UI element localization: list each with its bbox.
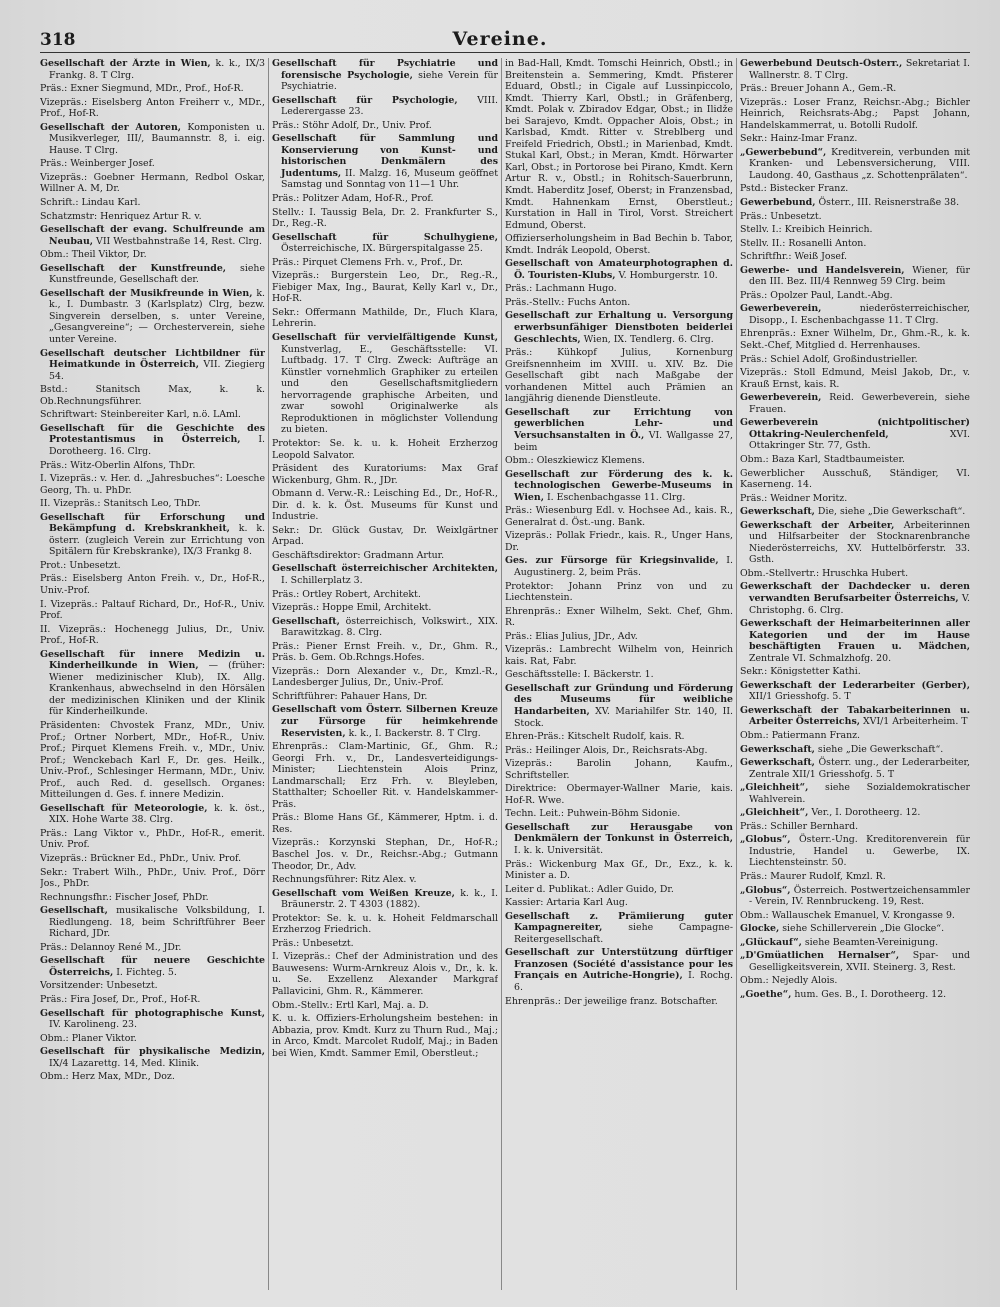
directory-entry: Vizepräs.: Burgerstein Leo, Dr., Reg.-R., Fiebiger Max, Ing., Baurat, Kelly Karl v., Dr., Hof-R. bbox=[272, 270, 498, 305]
directory-entry: Präs.: Opolzer Paul, Landt.-Abg. bbox=[740, 289, 893, 301]
directory-entry: Gesellschaft zur Förderung des k. k. technologischen Gewerbe-Museums in Wien, I. Eschenbachgasse 11. Clrg. bbox=[505, 468, 733, 503]
directory-entry: Präs.: Fira Josef, Dr., Prof., Hof-R. bbox=[40, 994, 201, 1006]
directory-entry: Präs.: Witz-Oberlin Alfons, ThDr. bbox=[40, 459, 196, 471]
directory-entry: Präs.: Unbesetzt. bbox=[272, 937, 354, 949]
directory-entry: Gesellschaft der Ärzte in Wien, k. k., IX/3 Frankg. 8. T Clrg. bbox=[40, 58, 265, 81]
directory-entry: Obm.-Stellvertr.: Hruschka Hubert. bbox=[740, 567, 909, 579]
directory-entry: Gewerkschaft, Die, siehe „Die Gewerkschaft“. bbox=[740, 506, 966, 518]
directory-entry: Präs.: Schiller Bernhard. bbox=[740, 820, 859, 832]
page-number: 318 bbox=[40, 30, 76, 50]
directory-entry: Sekr.: Offermann Mathilde, Dr., Fluch Klara, Lehrerin. bbox=[272, 306, 498, 330]
header-rule bbox=[40, 52, 970, 53]
directory-entry: Ehren-Präs.: Kitschelt Rudolf, kais. R. bbox=[505, 731, 685, 743]
directory-entry: Vizepräs.: Barolin Johann, Kaufm., Schriftsteller. bbox=[505, 758, 733, 781]
directory-entry: Präs.: Delannoy René M., JDr. bbox=[40, 941, 182, 953]
directory-entry: Präs.: Schiel Adolf, Großindustrieller. bbox=[740, 353, 918, 365]
directory-entry: Gewerbeverein (nichtpolitischer) Ottakring-Neulerchenfeld, XVI. Ottakringer Str. 77, Gsth. bbox=[740, 417, 970, 452]
directory-entry: Gesellschaft für Psychiatrie und forensische Psychologie, siehe Verein für Psychiatrie. bbox=[272, 58, 498, 93]
directory-entry: Vizepräs.: Hoppe Emil, Architekt. bbox=[272, 602, 432, 614]
column-divider bbox=[268, 58, 269, 1290]
directory-entry: Ehrenpräs.: Exner Wilhelm, Sekt. Chef, Ghm. R. bbox=[505, 605, 733, 629]
directory-entry: Stellv. I.: Kreibich Heinrich. bbox=[740, 224, 873, 236]
directory-entry: Präsidenten: Chvostek Franz, MDr., Univ. Prof.; Ortner Norbert, MDr., Hof-R., Univ. Prof.; Pirquet Klemens Freih. v., MDr., Univ. Prof.; Wenckebach Karl F., Dr. ges. Heilk., Univ.-Prof., Schlesinger Hermann, MDr., Univ. Prof., auch Red. d. gesellsch. Organes: Mitteilungen d. Ges. f. innere Medizin. bbox=[40, 719, 265, 801]
directory-entry: Rechnungsführer: Ritz Alex. v. bbox=[272, 874, 417, 886]
directory-entry: Gesellschaft für Erforschung und Bekämpfung d. Krebskrankheit, k. k. österr. (zugleich Verein zur Errichtung von Spitälern für Krebskranke), IX/3 Frankg 8. bbox=[40, 511, 265, 558]
directory-entry: I. Vizepräs.: Paltauf Richard, Dr., Hof-R., Univ. Prof. bbox=[40, 598, 265, 622]
directory-entry: Bstd.: Stanitsch Max, k. k. Ob.Rechnungsführer. bbox=[40, 384, 265, 407]
directory-entry: Gesellschaft österreichischer Architekten, I. Schillerplatz 3. bbox=[272, 563, 498, 586]
directory-entry: Gewerkschaft der Arbeiter, Arbeiterinnen und Hilfsarbeiter der Stocknarenbranche Niederösterreichs, XV. Huttelbörferstr. 33. Gsth. bbox=[740, 519, 970, 566]
directory-entry: Gesellschaft vom Österr. Silbernen Kreuze zur Fürsorge für heimkehrende Reservisten, k. k., I. Backerstr. 8. T Clrg. bbox=[272, 704, 498, 739]
directory-entry: Obm.: Theil Viktor, Dr. bbox=[40, 249, 147, 261]
directory-entry: Gewerbebund, Österr., III. Reisnerstraße 38. bbox=[740, 197, 960, 209]
directory-entry: Präs.: Wiesenburg Edl. v. Hochsee Ad., kais. R., Generalrat d. Öst.-ung. Bank. bbox=[505, 505, 733, 528]
directory-entry: Gewerblicher Ausschuß, Ständiger, VI. Kaserneng. 14. bbox=[740, 467, 970, 491]
directory-entry: Präs.: Weidner Moritz. bbox=[740, 492, 848, 504]
directory-entry: K. u. k. Offiziers-Erholungsheim bestehen: in Abbazia, prov. Kmdt. Kurz zu Thurn Rud., Maj.; in Arco, Kmdt. Marcolet Rudolf, Maj.; in Baden bei Wien, Kmdt. Sammer Emil, Oberstleut.; bbox=[272, 1013, 498, 1059]
directory-entry: Gesellschaft zur Herausgabe von Denkmälern der Tonkunst in Österreich, I. k. k. Universität. bbox=[505, 821, 733, 856]
directory-entry: Gesellschaft vom Weißen Kreuze, k. k., I. Bräunerstr. 2. T 4303 (1882). bbox=[272, 887, 498, 911]
directory-entry: Vizepräs.: Loser Franz, Reichsr.-Abg.; Bichler Heinrich, Reichsrats-Abg.; Papst Johann, Handelskammerrat, u. Botolli Rudolf. bbox=[740, 96, 970, 131]
column-divider bbox=[501, 58, 502, 1290]
directory-entry: Protektor: Se. k. u. k. Hoheit Erzherzog Leopold Salvator. bbox=[272, 437, 498, 461]
directory-entry: Ges. zur Fürsorge für Kriegsinvalide, I. Augustinerg. 2, beim Präs. bbox=[505, 555, 733, 578]
directory-entry: Obm.: Herz Max, MDr., Doz. bbox=[40, 1071, 175, 1083]
directory-entry: Schriftwart: Steinbereiter Karl, n.ö. LAml. bbox=[40, 409, 241, 421]
directory-entry: Vizepräs.: Pollak Friedr., kais. R., Unger Hans, Dr. bbox=[505, 530, 733, 553]
directory-entry: Gesellschaft zur Gründung und Förderung des Museums für weibliche Handarbeiten, XV. Mariahilfer Str. 140, II. Stock. bbox=[505, 682, 733, 729]
column-divider bbox=[736, 58, 737, 1290]
directory-entry: Schriftführer: Pahauer Hans, Dr. bbox=[272, 690, 428, 702]
directory-entry: Ehrenpräs.: Der jeweilige franz. Botschafter. bbox=[505, 995, 718, 1007]
directory-entry: Obm.-Stellv.: Ertl Karl, Maj. a. D. bbox=[272, 999, 429, 1011]
directory-entry: Vizepräs.: Lambrecht Wilhelm von, Heinrich kais. Rat, Fabr. bbox=[505, 644, 733, 667]
directory-entry: Leiter d. Publikat.: Adler Guido, Dr. bbox=[505, 883, 674, 895]
directory-entry: Gewerbebund Deutsch-Österr., Sekretariat I. Wallnerstr. 8. T Clrg. bbox=[740, 58, 970, 81]
directory-entry: Geschäftsdirektor: Gradmann Artur. bbox=[272, 549, 445, 561]
directory-entry: „D'Gmüatlichen Hernalser“, Spar- und Geselligkeitsverein, XVII. Steinerg. 3, Rest. bbox=[740, 950, 970, 973]
directory-entry: Gesellschaft der evang. Schulfreunde am Neubau, VII Westbahnstraße 14, Rest. Clrg. bbox=[40, 224, 265, 247]
directory-entry: Gesellschaft deutscher Lichtbildner für Heimatkunde in Österreich, VII. Ziegierg 54. bbox=[40, 347, 265, 382]
directory-entry: „Gleichheit“, Ver., I. Dorotheerg. 12. bbox=[740, 807, 921, 819]
directory-entry: Vizepräs.: Eiselsberg Anton Freiherr v., MDr., Prof., Hof-R. bbox=[40, 96, 265, 120]
directory-entry: Präs.: Lang Viktor v., PhDr., Hof-R., emerit. Univ. Prof. bbox=[40, 827, 265, 851]
directory-entry: Protektor: Johann Prinz von und zu Liechtenstein. bbox=[505, 580, 733, 604]
directory-entry: Vizepräs.: Stoll Edmund, Meisl Jakob, Dr., v. Krauß Ernst, kais. R. bbox=[740, 367, 970, 390]
directory-entry: Prot.: Unbesetzt. bbox=[40, 559, 121, 571]
directory-entry: in Bad-Hall, Kmdt. Tomschi Heinrich, Obstl.; in Breitenstein a. Semmering, Kmdt. Pfisterer Eduard, Obstl.; in Cigale auf Lussinpiccolo, Kmdt. Thierry Karl, Obstl.; in Gräfenberg, Kmdt. Polak v. Zbiradov Edgar, Obst.; in Ilidže bei Sarajevo, Kmdt. Oppacher Alois, Obst.; in Karlsbad, Kmdt. Ritter v. Streblberg und Freifeld Friedrich, Obstl.; in Marienbad, Kmdt. Stukal Karl, Obst.; in Meran, Kmdt. Hörwarter Karl, Obst.; in Portorose bei Pirano, Kmdt. Kern Artur R. v., Obstl.; in Rohitsch-Sauerbrunn, Kmdt. Haberditz Josef, Oberst; in Franzensbad, Kmdt. Hahnenkam Ernst, Oberstleut.; Kurstation in Hall in Tirol, Vorst. Streichert Edmund, Oberst. bbox=[505, 58, 733, 231]
directory-entry: Präs.: Politzer Adam, Hof-R., Prof. bbox=[272, 193, 434, 205]
directory-entry: Gesellschaft für Schulhygiene, Österreichische, IX. Bürgerspitalgasse 25. bbox=[272, 231, 498, 255]
directory-entry: Gesellschaft der Autoren, Komponisten u. Musikverleger, III/, Baumannstr. 8, i. eig. Hause. T Clrg. bbox=[40, 121, 265, 156]
directory-entry: Vorsitzender: Unbesetzt. bbox=[40, 980, 158, 992]
directory-entry: Gesellschaft für Meteorologie, k. k. öst., XIX. Hohe Warte 38. Clrg. bbox=[40, 802, 265, 826]
directory-entry: Präs.: Heilinger Alois, Dr., Reichsrats-Abg. bbox=[505, 744, 708, 756]
directory-entry: Vizepräs.: Dorn Alexander v., Dr., Kmzl.-R., Landesberger Julius, Dr., Univ.-Prof. bbox=[272, 665, 498, 689]
directory-entry: „Globus“, Österreich. Postwertzeichensammler - Verein, IV. Rennbruckeng. 19, Rest. bbox=[740, 884, 970, 908]
directory-entry: I. Vizepräs.: Chef der Administration und des Bauwesens: Wurm-Arnkreuz Alois v., Dr., k. k. u. Se. Exzellenz Alexander Markgraf Pallavicini, Ghm. R., Kämmerer. bbox=[272, 951, 498, 998]
directory-entry: Gewerbeverein, niederösterreichischer, Disopp., I. Eschenbachgasse 11. T Clrg. bbox=[740, 303, 970, 326]
directory-entry: Sekr.: Königstetter Kathi. bbox=[740, 666, 861, 678]
directory-entry: Offizierserholungsheim in Bad Bechin b. Tabor, Kmdt. Indrák Leopold, Oberst. bbox=[505, 233, 733, 256]
directory-entry: Vizepräs.: Korzynski Stephan, Dr., Hof-R.; Baschel Jos. v. Dr., Reichsr.-Abg.; Gutmann Theodor, Dr., Adv. bbox=[272, 837, 498, 872]
directory-entry: Gewerkschaft der Lederarbeiter (Gerber), XII/1 Griesshofg. 5. T bbox=[740, 679, 970, 703]
directory-entry: Obm.: Planer Viktor. bbox=[40, 1032, 137, 1044]
directory-entry: Sekr.: Dr. Glück Gustav, Dr. Weixlgärtner Arpad. bbox=[272, 524, 498, 548]
directory-entry: Techn. Leit.: Puhwein-Böhm Sidonie. bbox=[505, 808, 681, 820]
directory-entry: Gesellschaft für physikalische Medizin, IX/4 Lazarettg. 14, Med. Klinik. bbox=[40, 1046, 265, 1069]
directory-entry: Präs.: Breuer Johann A., Gem.-R. bbox=[740, 83, 897, 95]
directory-entry: Gewerkschaft der Heimarbeiterinnen aller Kategorien und der im Hause beschäftigten Frauen u. Mädchen, Zentrale VI. Schmalzhofg. 20. bbox=[740, 618, 970, 664]
directory-entry: Sekr.: Trabert Wilh., PhDr., Univ. Prof., Dörr Jos., PhDr. bbox=[40, 866, 265, 890]
directory-entry: Präs.: Kühkopf Julius, Kornenburg Greifsnennheim im XVIII. u. XIV. Bz. Die Gesellschaft gibt nach Maßgabe der vorhandenen Mittel auch Prämien an langjährig dienende Dienstleute. bbox=[505, 347, 733, 405]
directory-entry: Vizepräs.: Brückner Ed., PhDr., Univ. Prof. bbox=[40, 853, 242, 864]
directory-entry: Ehrenpräs.: Exner Wilhelm, Dr., Ghm.-R., k. k. Sekt.-Chef, Mitglied d. Herrenhauses. bbox=[740, 328, 970, 352]
directory-entry: Präs.: Exner Siegmund, MDr., Prof., Hof-R. bbox=[40, 83, 244, 95]
directory-entry: Präs.: Piener Ernst Freih. v., Dr., Ghm. R., Präs. b. Gem. Ob.Rchngs.Hofes. bbox=[272, 640, 498, 664]
directory-entry: Präs.: Wickenburg Max Gf., Dr., Exz., k. k. Minister a. D. bbox=[505, 858, 733, 882]
directory-entry: Gewerkschaft der Dachdecker u. deren verwandten Berufsarbeiter Österreichs, V. Christophg. 6. Clrg. bbox=[740, 581, 970, 616]
directory-entry: Gesellschaft zur Unterstützung dürftiger Franzosen (Société d'assistance pour les Français en Autriche-Hongrie), I. Rochg. 6. bbox=[505, 947, 733, 994]
directory-entry: Obmann d. Verw.-R.: Leisching Ed., Dr., Hof-R., Dir. d. k. k. Öst. Museums für Kunst und Industrie. bbox=[272, 488, 498, 523]
directory-entry: Präs.: Maurer Rudolf, Kmzl. R. bbox=[740, 871, 886, 882]
directory-entry: Ehrenpräs.: Clam-Martinic, Gf., Ghm. R.; Georgi Frh. v., Dr., Landesverteidigungs-Minister; Liechtenstein Alois Prinz, Landmarschall; Erz Frh. v. Bleyleben, Statthalter; Schoeller Rit. v. Handelskammer-Präs. bbox=[272, 741, 498, 810]
directory-entry: Gesellschaft zur Errichtung von gewerblichen Lehr- und Versuchsanstalten in Ö., VI. Wallgasse 27, beim bbox=[505, 406, 733, 453]
directory-entry: Präsident des Kuratoriums: Max Graf Wickenburg, Ghm. R., JDr. bbox=[272, 463, 498, 486]
directory-entry: Gesellschaft z. Prämiierung guter Kampagnereiter, siehe Campagne-Reitergesellschaft. bbox=[505, 910, 733, 945]
directory-entry: Präs.: Blome Hans Gf., Kämmerer, Hptm. i. d. Res. bbox=[272, 812, 498, 835]
directory-entry: Obm.: Patiermann Franz. bbox=[740, 729, 861, 741]
directory-entry: Gesellschaft, musikalische Volksbildung, I. Riedlungeng. 18, beim Schriftführer Beer Richard, JDr. bbox=[40, 905, 265, 940]
directory-entry: Obm.: Nejedly Alois. bbox=[740, 975, 838, 987]
directory-entry: Stellv. II.: Rosanelli Anton. bbox=[740, 237, 867, 249]
directory-entry: „Globus“, Österr.-Ung. Kreditorenverein für Industrie, Handel u. Gewerbe, IX. Liechtensteinstr. 50. bbox=[740, 834, 970, 869]
directory-entry: Geschäftsstelle: I. Bäckerstr. 1. bbox=[505, 669, 654, 681]
directory-entry: Stellv.: I. Taussig Bela, Dr. 2. Frankfurter S., Dr., Reg.-R. bbox=[272, 206, 498, 230]
directory-entry: Präs.: Unbesetzt. bbox=[740, 210, 822, 222]
directory-entry: Gesellschaft für innere Medizin u. Kinderheilkunde in Wien, — (früher: Wiener medizinischer Klub), IX. Allg. Krankenhaus, abwechselnd in den Hörsälen der medizinischen Kliniken und der Klinik für Kinderheilkunde. bbox=[40, 648, 265, 718]
directory-entry: „Goethe“, hum. Ges. B., I. Dorotheerg. 12. bbox=[740, 988, 947, 1000]
directory-entry: Vizepräs.: Goebner Hermann, Redbol Oskar, Willner A. M, Dr. bbox=[40, 171, 265, 195]
directory-entry: Obm.: Wallauschek Emanuel, V. Krongasse 9. bbox=[740, 909, 955, 921]
directory-entry: Präs.: Stöhr Adolf, Dr., Univ. Prof. bbox=[272, 119, 432, 131]
directory-entry: Präs.: Lachmann Hugo. bbox=[505, 283, 617, 295]
directory-entry: Schrift.: Lindau Karl. bbox=[40, 197, 141, 209]
directory-entry: Schriftfhr.: Weiß Josef. bbox=[740, 251, 848, 263]
directory-entry: Präs.: Ortley Robert, Architekt. bbox=[272, 588, 421, 600]
directory-entry: Gewerbeverein, Reid. Gewerbeverein, siehe Frauen. bbox=[740, 392, 970, 415]
directory-entry: Gesellschaft der Kunstfreunde, siehe Kunstfreunde, Gesellschaft der. bbox=[40, 262, 265, 286]
directory-entry: Schatzmstr: Henriquez Artur R. v. bbox=[40, 210, 202, 222]
directory-entry: Präs.: Eiselsberg Anton Freih. v., Dr., Hof-R., Univ.-Prof. bbox=[40, 573, 265, 596]
directory-entry: Gewerkschaft, siehe „Die Gewerkschaft“. bbox=[740, 743, 944, 755]
directory-entry: Rechnungsfhr.: Fischer Josef, PhDr. bbox=[40, 891, 209, 903]
directory-entry: Gewerbe- und Handelsverein, Wiener, für den III. Bez. III/4 Rennweg 59 Clrg. beim bbox=[740, 264, 970, 288]
directory-entry: Präs.: Elias Julius, JDr., Adv. bbox=[505, 630, 638, 642]
page-header: Vereine. bbox=[452, 28, 548, 50]
directory-entry: Gesellschaft für Psychologie, VIII. Lederergasse 23. bbox=[272, 94, 498, 118]
directory-entry: Präs.-Stellv.: Fuchs Anton. bbox=[505, 296, 631, 308]
directory-entry: Protektor: Se. k. u. k. Hoheit Feldmarschall Erzherzog Friedrich. bbox=[272, 912, 498, 936]
directory-entry: Gesellschaft für neuere Geschichte Österreichs, I. Fichteg. 5. bbox=[40, 955, 265, 978]
directory-entry: Gesellschaft von Amateurphotographen d. Ö. Touristen-Klubs, V. Homburgerstr. 10. bbox=[505, 258, 733, 281]
directory-entry: Pstd.: Bistecker Franz. bbox=[740, 183, 849, 195]
directory-entry: Gewerkschaft, Österr. ung., der Lederarbeiter, Zentrale XII/1 Griesshofg. 5. T bbox=[740, 757, 970, 780]
directory-entry: „Glückauf“, siehe Beamten-Vereinigung. bbox=[740, 936, 939, 948]
directory-entry: Direktrice: Obermayer-Wallner Marie, kais. Hof-R. Wwe. bbox=[505, 783, 733, 806]
directory-entry: Präs.: Pirquet Clemens Frh. v., Prof., Dr. bbox=[272, 256, 463, 268]
directory-entry: Glocke, siehe Schillerverein „Die Glocke“. bbox=[740, 923, 945, 935]
column-1 bbox=[40, 58, 265, 1290]
directory-entry: Gesellschaft, österreichisch, Volkswirt., XIX. Barawitzkag. 8. Clrg. bbox=[272, 615, 498, 639]
directory-entry: Gewerkschaft der Tabakarbeiterinnen u. Arbeiter Österreichs, XVI/1 Arbeiterheim. T bbox=[740, 704, 970, 728]
directory-entry: Gesellschaft für vervielfältigende Kunst, Kunstverlag, E., Geschäftsstelle: VI. Luftbadg. 17. T Clrg. Zweck: Aufträge an Künstler vornehmlich Graphiker zu erteilen und den Gesellschaftsmitgliedern hervorragende graphische Arbeiten, und zwar sowohl Originalwerke als Reproduktionen in möglichster Vollendung zu bieten. bbox=[272, 332, 498, 436]
directory-entry: Gesellschaft zur Erhaltung u. Versorgung erwerbsunfähiger Dienstboten beiderlei Geschlechts, Wien, IX. Tendlerg. 6. Clrg. bbox=[505, 310, 733, 345]
directory-entry: Gesellschaft für die Geschichte des Protestantismus in Österreich, I. Dorotheerg. 16. Clrg. bbox=[40, 422, 265, 457]
directory-entry: II. Vizepräs.: Stanitsch Leo, ThDr. bbox=[40, 498, 201, 510]
directory-entry: „Gleichheit“, siehe Sozialdemokratischer Wahlverein. bbox=[740, 782, 970, 805]
column-2 bbox=[272, 58, 498, 1290]
directory-entry: Gesellschaft der Musikfreunde in Wien, k. k., I. Dumbastr. 3 (Karlsplatz) Clrg, bezw. Singverein derselben, s. unter Vereine, „Gesangvereine“; — Orchesterverein, siehe unter Vereine. bbox=[40, 287, 265, 346]
directory-entry: Sekr.: Hainz-Imar Franz. bbox=[740, 133, 858, 145]
directory-entry: Präs.: Weinberger Josef. bbox=[40, 158, 155, 170]
column-3 bbox=[505, 58, 733, 1290]
directory-entry: I. Vizepräs.: v. Her. d. „Jahresbuches“: Loesche Georg, Th. u. PhDr. bbox=[40, 473, 265, 496]
directory-entry: Gesellschaft für Sammlung und Konservierung von Kunst- und historischen Denkmälern des Judentums, II. Malzg. 16, Museum geöffnet Samstag und Sonntag von 11—1 Uhr. bbox=[272, 133, 498, 191]
directory-entry: Obm.: Baza Karl, Stadtbaumeister. bbox=[740, 453, 905, 465]
directory-entry: Kassier: Artaria Karl Aug. bbox=[505, 897, 628, 909]
directory-entry: Gesellschaft für photographische Kunst, IV. Karolineng. 23. bbox=[40, 1007, 265, 1031]
directory-entry: „Gewerbebund“, Kreditverein, verbunden mit Kranken- und Lebensversicherung, VIII. Laudong. 40, Gasthaus „z. Schottenprälaten“. bbox=[740, 146, 970, 181]
directory-entry: Obm.: Oleszkiewicz Klemens. bbox=[505, 455, 645, 467]
directory-entry: II. Vizepräs.: Hochenegg Julius, Dr., Univ. Prof., Hof-R. bbox=[40, 623, 265, 647]
column-4 bbox=[740, 58, 970, 1290]
